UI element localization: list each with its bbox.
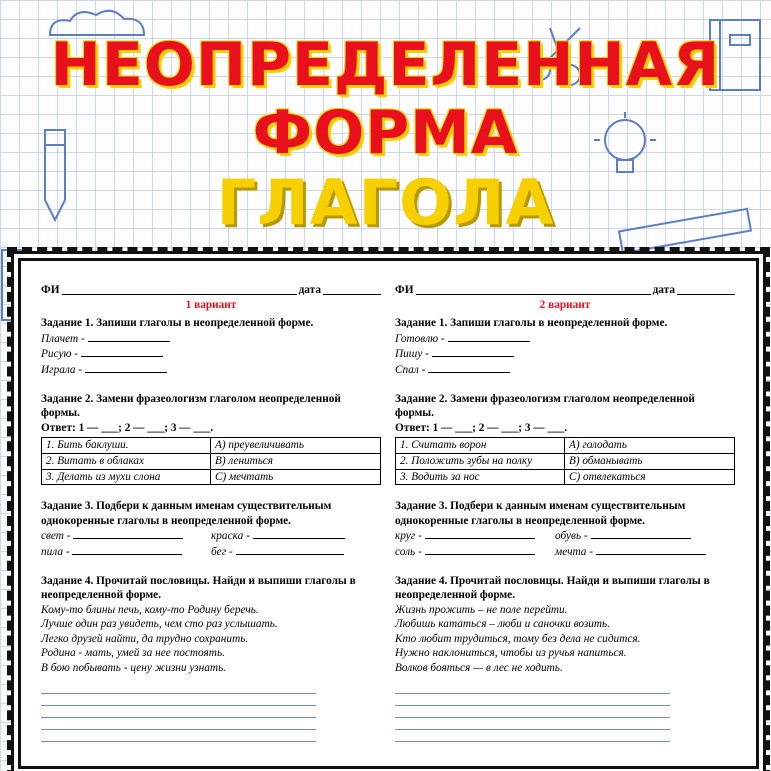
task-2-answer: Ответ: 1 — ___; 2 — ___; 3 — ___. [395,421,568,434]
variant-label: 1 вариант [185,298,237,311]
task-1-item: Плачет - [41,331,381,347]
worksheet [18,258,759,769]
task-1-item: Играла - [41,362,381,378]
task-4-title: Задание 4. Прочитай пословицы. Найди и выпиши глаголы в неопределенной форме. [41,574,356,602]
variant-label: 2 вариант [539,298,591,311]
proverb: Жизнь прожить – не поле перейти. [395,603,568,616]
name-blank[interactable] [62,283,297,295]
task-1-title: Задание 1. Запиши глаголы в неопределенной форме. [41,317,314,330]
proverb: Кому-то блины печь, кому-то Родину беречь. [41,603,259,616]
title-line-3: ГЛАГОЛА [216,166,555,239]
name-date-row [395,283,735,298]
task-1-title: Задание 1. Запиши глаголы в неопределенной форме. [395,317,668,330]
name-date-row [41,283,381,298]
task-3-pair: соль - мечта - [395,544,735,560]
proverb: Родина - мать, умей за нее постоять. [41,647,225,660]
proverb: Легко друзей найти, да трудно сохранить. [41,632,249,645]
answer-lines[interactable] [41,682,381,742]
proverb: Нужно наклониться, чтобы из ручья напиться. [395,647,627,660]
title-line-1: НЕОПРЕДЕЛЕННАЯ [50,30,721,100]
variant-1-column [41,283,381,742]
table-row: 2. Витать в облаках В) лениться [42,453,381,469]
phraseology-table [395,437,735,485]
table-row: 1. Считать ворон А) голодать [396,438,735,454]
table-row: 2. Положить зубы на полку В) обманывать [396,453,735,469]
name-blank[interactable] [416,283,651,295]
date-blank[interactable] [677,283,735,295]
proverb: Волков бояться — в лес не ходить. [395,662,563,675]
date-blank[interactable] [323,283,381,295]
task-3-pair: пила - бег - [41,544,381,560]
answer-lines[interactable] [395,682,735,742]
variant-2-column [395,283,735,742]
date-label: дата [652,284,675,296]
fi-label: ФИ [41,284,60,296]
task-2-title: Задание 2. Замени фразеологизм глаголом неопределенной формы. [41,392,341,420]
task-2-answer: Ответ: 1 — ___; 2 — ___; 3 — ___. [41,421,214,434]
phraseology-table [41,437,381,485]
task-3-pair: круг - обувь - [395,528,735,544]
task-2-title: Задание 2. Замени фразеологизм глаголом неопределенной формы. [395,392,695,420]
task-1-item: Спал - [395,362,735,378]
date-label: дата [298,284,321,296]
task-1-item: Пишу - [395,346,735,362]
task-1-item: Готовлю - [395,331,735,347]
proverb: Кто любит трудиться, тому без дела не сидится. [395,632,641,645]
task-1-item: Рисую - [41,346,381,362]
task-3-title: Задание 3. Подбери к данным именам существительным однокоренные глаголы в неопределенной форме. [41,500,332,527]
task-3-title: Задание 3. Подбери к данным именам существительным однокоренные глаголы в неопределенной форме. [395,500,686,527]
fi-label: ФИ [395,284,414,296]
table-row: 1. Бить баклуши. А) преувеличивать [42,438,381,454]
proverb: Любишь кататься – люби и саночки возить. [395,618,611,631]
title-line-2: ФОРМА [252,98,519,168]
proverb: В бою побывать - цену жизни узнать. [41,662,227,675]
table-row: 3. Делать из мухи слона С) мечтать [42,469,381,485]
task-4-title: Задание 4. Прочитай пословицы. Найди и выпиши глаголы в неопределенной форме. [395,574,710,602]
table-row: 3. Водить за нос С) отвлекаться [396,469,735,485]
task-3-pair: свет - краска - [41,528,381,544]
proverb: Лучше один раз увидеть, чем сто раз услышать. [41,618,278,631]
